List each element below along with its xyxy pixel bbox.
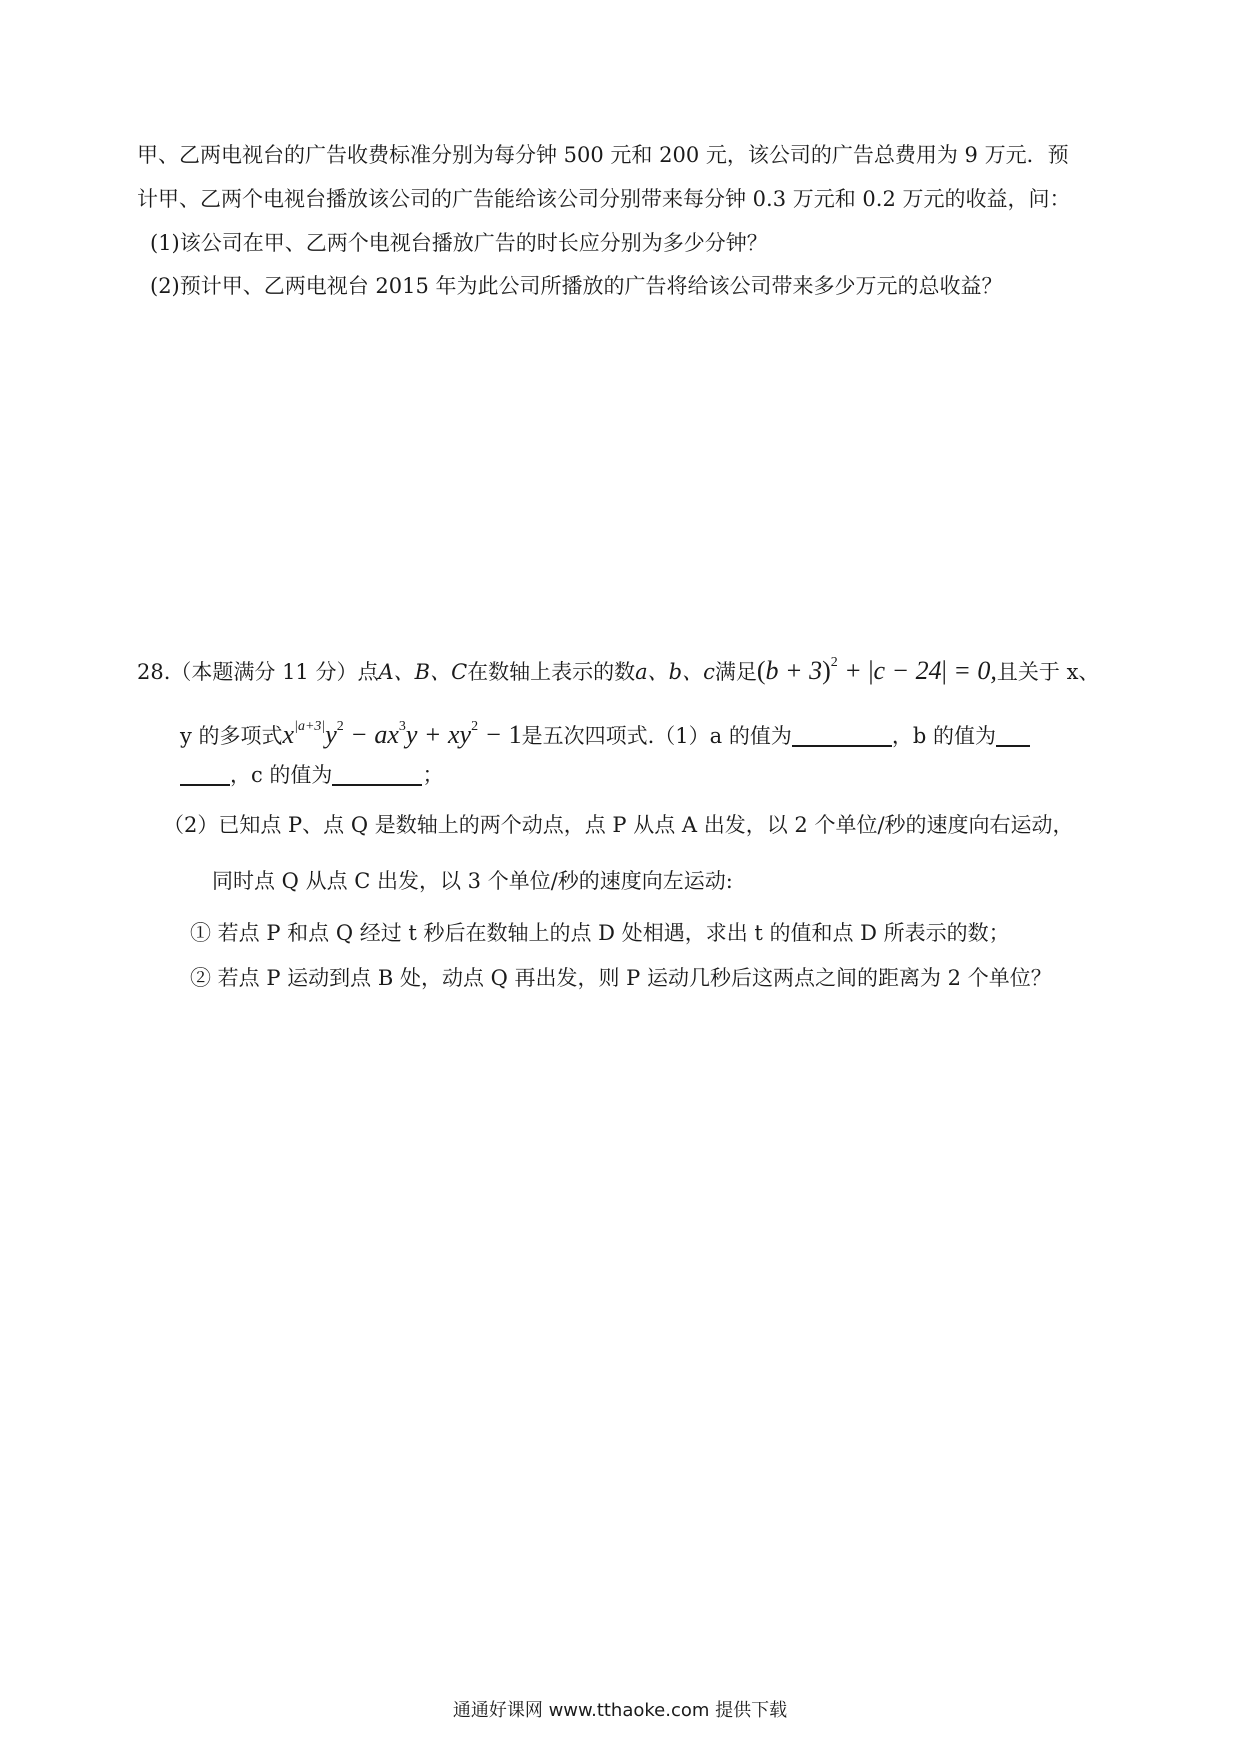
q28-sub-2: ② 若点 P 运动到点 B 处，动点 Q 再出发，则 P 运动几秒后这两点之间的距离为 2 个单位？ bbox=[190, 966, 1052, 990]
q28-b-label: ，b 的值为 bbox=[891, 724, 996, 748]
q28-suffix: 且关于 x、 bbox=[996, 660, 1100, 684]
q28-line2-prefix: y 的多项式 bbox=[180, 724, 283, 748]
q27-part-1: (1)该公司在甲、乙两个电视台播放广告的时长应分别为多少分钟？ bbox=[150, 231, 768, 255]
q28-stem-line-1 bbox=[137, 648, 1099, 687]
q28-part-2-line-1: （2）已知点 P、点 Q 是数轴上的两个动点，点 P 从点 A 出发，以 2 个单位/秒的速度向右运动， bbox=[163, 813, 1074, 837]
q28-formula-1: $(b + 3)^2 + |c - 24| = 0$, bbox=[756, 655, 997, 685]
q28-vars: a、b、c bbox=[635, 660, 715, 684]
q28-formula-2: $x^{|a+3|}y^2 - ax^3y + xy^2 - 1$ bbox=[282, 719, 522, 749]
q28-stem-line-3 bbox=[180, 760, 443, 790]
answer-blank-b-part2[interactable] bbox=[180, 762, 230, 786]
q28-sub-1: ① 若点 P 和点 Q 经过 t 秒后在数轴上的点 D 处相遇，求出 t 的值和点 D 所表示的数； bbox=[190, 921, 1010, 945]
q28-a-label: a 的值为 bbox=[709, 724, 792, 748]
q28-cond: 满足 bbox=[714, 660, 757, 684]
answer-blank-b-part1[interactable] bbox=[996, 723, 1030, 747]
q28-c-label: ，c 的值为 bbox=[230, 763, 333, 787]
q28-end: ； bbox=[422, 763, 444, 787]
q28-points: A、B、C bbox=[378, 660, 468, 684]
q28-stem-line-2 bbox=[180, 712, 1030, 751]
q28-line2-mid: 是五次四项式.（1） bbox=[521, 724, 710, 748]
q27-stem-line-1: 甲、乙两电视台的广告收费标准分别为每分钟 500 元和 200 元，该公司的广告总费用为 9 万元．预 bbox=[137, 143, 1069, 167]
q27-stem-line-2: 计甲、乙两个电视台播放该公司的广告能给该公司分别带来每分钟 0.3 万元和 0.2 万元的收益，问： bbox=[137, 187, 1071, 211]
q28-part-2-line-2: 同时点 Q 从点 C 出发，以 3 个单位/秒的速度向左运动: bbox=[212, 869, 733, 893]
q27-part-2: (2)预计甲、乙两电视台 2015 年为此公司所播放的广告将给该公司带来多少万元的总收益？ bbox=[150, 274, 1003, 298]
q28-mid: 在数轴上表示的数 bbox=[467, 660, 636, 684]
answer-blank-c[interactable] bbox=[332, 762, 422, 786]
q28-prefix: 28.（本题满分 11 分）点 bbox=[137, 660, 379, 684]
page-footer: 通通好课网 www.tthaoke.com 提供下载 bbox=[452, 1700, 788, 1721]
answer-blank-a[interactable] bbox=[792, 723, 892, 747]
